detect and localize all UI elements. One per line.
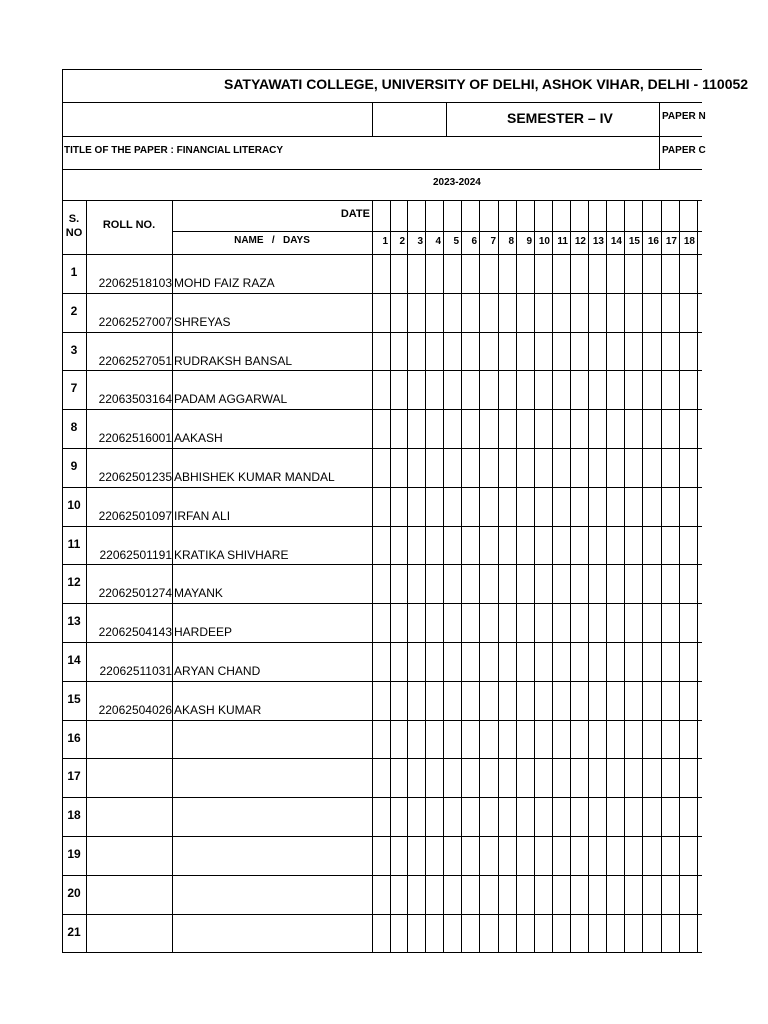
day-column-line: [661, 200, 662, 952]
paper-code-label: PAPER C: [662, 145, 706, 156]
student-name: HARDEEP: [174, 625, 233, 640]
row-line: [62, 875, 702, 876]
student-name: ARYAN CHAND: [174, 664, 261, 678]
semester-label: SEMESTER – IV: [507, 110, 613, 126]
serial-number: 21: [67, 924, 81, 939]
row-line: [62, 797, 702, 798]
sno-header: S. NO: [65, 213, 83, 239]
frame-top: [62, 69, 702, 70]
grid-line: [62, 102, 702, 103]
row-line: [62, 564, 702, 565]
day-number: 10: [538, 236, 550, 247]
serial-number: 11: [67, 536, 81, 551]
day-number: 5: [453, 236, 459, 247]
row-line: [62, 409, 702, 410]
day-number: 13: [592, 236, 604, 247]
serial-number: 2: [70, 303, 78, 318]
day-column-line: [498, 200, 499, 952]
roll-number: 22062501191: [99, 547, 172, 562]
day-number: 17: [665, 236, 677, 247]
name-days-header: NAME / DAYS: [234, 235, 310, 246]
grid-line: [172, 200, 173, 952]
day-number: 4: [435, 236, 441, 247]
row-line: [62, 758, 702, 759]
row-line: [62, 487, 702, 488]
serial-number: 14: [67, 653, 81, 667]
roll-number: 22062501235: [98, 470, 172, 484]
serial-number: 13: [67, 614, 81, 629]
serial-number: 1: [70, 265, 78, 279]
roll-number: 22062501097: [98, 508, 172, 523]
day-number: 1: [382, 236, 388, 247]
day-number: 7: [490, 236, 496, 247]
serial-number: 19: [67, 847, 81, 861]
student-name: AKASH KUMAR: [174, 702, 262, 717]
day-number: 9: [526, 236, 532, 247]
grid-line: [659, 102, 660, 169]
roll-number: 22062504026: [98, 702, 172, 717]
row-line: [62, 681, 702, 682]
student-name: KRATIKA SHIVHARE: [174, 547, 289, 562]
day-column-line: [624, 200, 625, 952]
row-line: [62, 448, 702, 449]
day-number: 2: [399, 236, 405, 247]
row-line: [62, 914, 702, 915]
paper-title: TITLE OF THE PAPER : FINANCIAL LITERACY: [64, 145, 284, 156]
day-column-line: [606, 200, 607, 952]
day-number: 15: [628, 236, 640, 247]
date-header: DATE: [340, 208, 370, 220]
grid-line: [86, 200, 87, 952]
college-title: SATYAWATI COLLEGE, UNIVERSITY OF DELHI, ASHOK VIHAR, DELHI - 110052: [224, 76, 749, 92]
day-column-line: [697, 200, 698, 952]
serial-number: 12: [67, 575, 81, 590]
grid-line: [172, 231, 702, 232]
grid-line: [62, 169, 702, 170]
day-number: 3: [417, 236, 423, 247]
day-column-line: [642, 200, 643, 952]
row-line: [62, 952, 702, 953]
student-name: MOHD FAIZ RAZA: [174, 276, 275, 290]
day-column-line: [516, 200, 517, 952]
roll-number: 22062511031: [99, 664, 172, 678]
row-line: [62, 332, 702, 333]
day-number: 18: [683, 236, 695, 247]
day-number: 14: [610, 236, 622, 247]
day-column-line: [372, 200, 373, 952]
roll-number: 22062527007: [98, 314, 172, 329]
serial-number: 10: [67, 497, 81, 512]
row-line: [62, 526, 702, 527]
day-column-line: [443, 200, 444, 952]
student-name: IRFAN ALI: [174, 508, 231, 523]
student-name: RUDRAKSH BANSAL: [174, 353, 293, 368]
day-number: 6: [471, 236, 477, 247]
roll-number: 22062518103: [98, 276, 172, 290]
serial-number: 20: [67, 885, 81, 900]
day-column-line: [461, 200, 462, 952]
student-name: AAKASH: [174, 431, 223, 446]
day-column-line: [425, 200, 426, 952]
grid-line: [62, 136, 702, 137]
row-line: [62, 293, 702, 294]
grid-line: [372, 102, 373, 136]
roll-number: 22062504143: [98, 625, 172, 640]
row-line: [62, 370, 702, 371]
student-name: MAYANK: [174, 586, 223, 601]
day-number: 11: [557, 236, 568, 247]
attendance-sheet: [62, 69, 749, 952]
serial-number: 18: [67, 808, 81, 823]
day-number: 12: [574, 236, 586, 247]
day-column-line: [552, 200, 553, 952]
day-column-line: [570, 200, 571, 952]
frame-left: [62, 69, 63, 952]
day-number: 16: [647, 236, 659, 247]
day-column-line: [588, 200, 589, 952]
serial-number: 3: [70, 342, 78, 357]
row-line: [62, 720, 702, 721]
roll-number: 22062516001: [98, 431, 172, 446]
row-line: [62, 836, 702, 837]
serial-number: 16: [67, 730, 81, 745]
day-column-line: [679, 200, 680, 952]
paper-name-label: PAPER N: [662, 111, 706, 122]
day-column-line: [407, 200, 408, 952]
day-column-line: [390, 200, 391, 952]
serial-number: 9: [70, 459, 78, 473]
roll-number: 22062527051: [98, 353, 172, 368]
day-column-line: [534, 200, 535, 952]
serial-number: 7: [70, 381, 78, 396]
student-name: PADAM AGGARWAL: [174, 392, 288, 407]
day-column-line: [479, 200, 480, 952]
roll-number: 22063503164: [98, 392, 172, 407]
serial-number: 17: [67, 769, 81, 784]
roll-header: ROLL NO.: [102, 219, 156, 231]
student-name: SHREYAS: [174, 314, 231, 329]
row-line: [62, 642, 702, 643]
student-name: ABHISHEK KUMAR MANDAL: [174, 470, 335, 484]
roll-number: 22062501274: [98, 586, 172, 601]
row-line: [62, 603, 702, 604]
serial-number: 15: [67, 691, 81, 706]
day-number: 8: [508, 236, 514, 247]
grid-line: [446, 102, 447, 136]
serial-number: 8: [70, 420, 78, 435]
session-label: 2023-2024: [433, 177, 481, 188]
